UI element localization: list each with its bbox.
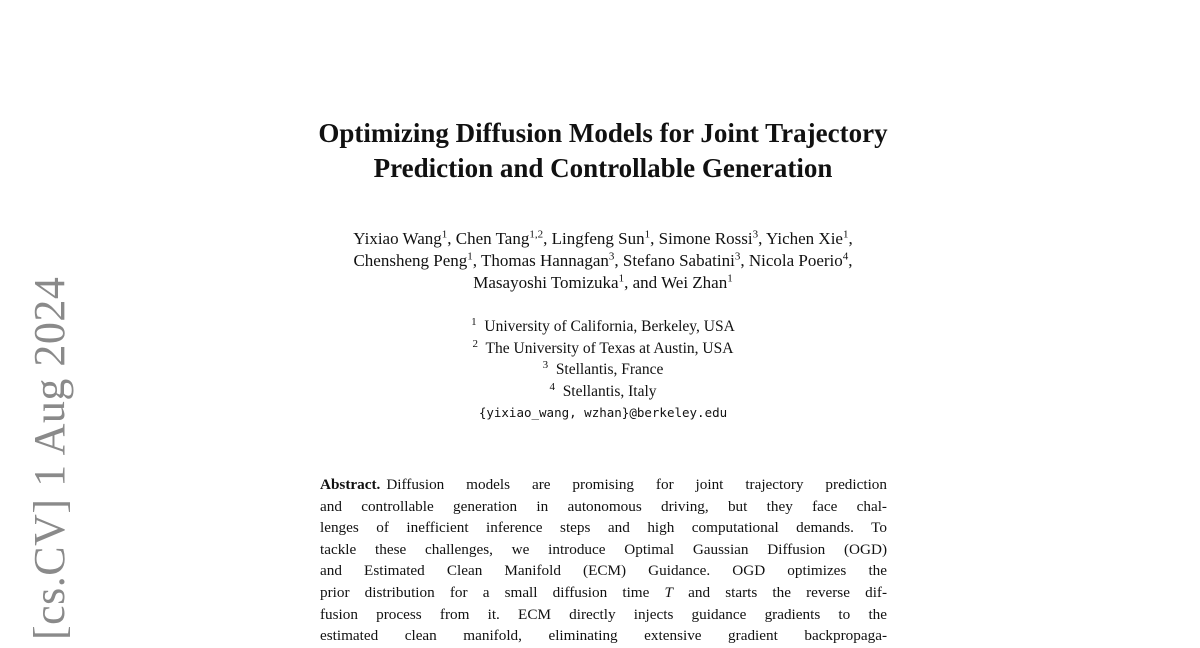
abstract-line: fusion process from it. ECM directly injects guidance gradients to the	[320, 605, 887, 623]
paper-title	[200, 116, 1006, 186]
affiliation-text: University of California, Berkeley, USA	[484, 318, 735, 335]
abstract	[320, 474, 887, 647]
author-affiliation-mark: 1	[441, 228, 448, 241]
affiliation-number: 1	[471, 315, 477, 328]
author-separator: ,	[447, 229, 456, 248]
author-affiliation-mark: 4	[842, 250, 849, 263]
author-separator: ,	[848, 229, 853, 248]
author-name: Wei Zhan	[661, 273, 728, 292]
author-name: Nicola Poerio	[748, 251, 843, 270]
affiliation-text: Stellantis, Italy	[562, 382, 657, 400]
abstract-text: prior distribution for a small diffusion time	[320, 583, 650, 601]
abstract-line	[320, 474, 887, 496]
author-affiliation-mark: 3	[608, 250, 615, 263]
author-name: Yixiao Wang	[353, 229, 442, 248]
affiliation-item	[200, 381, 1006, 403]
author-separator: ,	[740, 251, 749, 270]
affiliation-item	[200, 338, 1006, 360]
author-line-3	[200, 272, 1006, 294]
affiliation-number: 3	[542, 358, 549, 371]
author-affiliation-mark: 1	[842, 228, 849, 241]
abstract-line: estimated clean manifold, eliminating extensive gradient backpropaga-	[320, 627, 887, 645]
affiliation-text: The University of Texas at Austin, USA	[485, 339, 734, 357]
author-affiliation-mark: 1	[727, 272, 733, 285]
author-name: Yichen Xie	[766, 229, 843, 248]
author-name: Simone Rossi	[658, 229, 753, 248]
author-name: Masayoshi Tomizuka	[473, 273, 619, 292]
abstract-line: and Estimated Clean Manifold (ECM) Guidance. OGD optimizes the	[320, 562, 887, 580]
affiliation-item	[200, 359, 1006, 381]
author-affiliation-mark: 1	[467, 250, 473, 263]
author-separator: ,	[758, 229, 767, 248]
affiliation-text: Stellantis, France	[555, 361, 664, 378]
author-affiliation-mark: 1	[644, 228, 651, 241]
math-variable-T: T	[664, 583, 673, 601]
abstract-line: tackle these challenges, we introduce Optimal Gaussian Diffusion (OGD)	[320, 540, 887, 558]
author-line-2	[200, 250, 1006, 272]
title-line-1: Optimizing Diffusion Models for Joint Trajectory	[318, 118, 888, 148]
author-separator: ,	[614, 251, 623, 270]
author-separator: ,	[543, 229, 552, 248]
abstract-line	[320, 582, 887, 604]
author-affiliation-mark: 3	[752, 228, 759, 241]
author-separator: ,	[650, 229, 659, 248]
title-line-2: Prediction and Controllable Generation	[373, 153, 833, 183]
arxiv-stamp: [cs.CV] 1 Aug 2024	[25, 276, 74, 640]
affiliation-list	[200, 316, 1006, 424]
affiliation-item	[200, 316, 1006, 338]
abstract-line: lenges of inefficient inference steps and high computational demands. To	[320, 519, 887, 537]
author-name: Lingfeng Sun	[551, 229, 645, 248]
author-separator: , and	[624, 273, 662, 292]
abstract-text: and starts the reverse dif-	[688, 583, 888, 601]
author-affiliation-mark: 3	[734, 250, 741, 263]
author-affiliation-mark: 1,2	[529, 228, 544, 241]
contact-email[interactable]: {yixiao_wang, wzhan}@berkeley.edu	[478, 405, 728, 420]
abstract-line: and controllable generation in autonomous driving, but they face chal-	[320, 497, 887, 515]
author-list	[200, 228, 1006, 294]
author-name: Chensheng Peng	[353, 251, 468, 270]
affiliation-number: 4	[549, 380, 555, 393]
affiliation-number: 2	[472, 337, 479, 350]
author-line-1	[200, 228, 1006, 250]
abstract-label: Abstract.	[320, 476, 381, 493]
author-name: Stefano Sabatini	[622, 251, 735, 270]
author-name: Thomas Hannagan	[480, 251, 609, 270]
author-separator: ,	[848, 251, 853, 270]
abstract-text: Diffusion models are promising for joint trajectory prediction	[386, 476, 887, 493]
author-separator: ,	[472, 251, 481, 270]
author-affiliation-mark: 1	[618, 272, 625, 285]
author-name: Chen Tang	[455, 229, 530, 248]
